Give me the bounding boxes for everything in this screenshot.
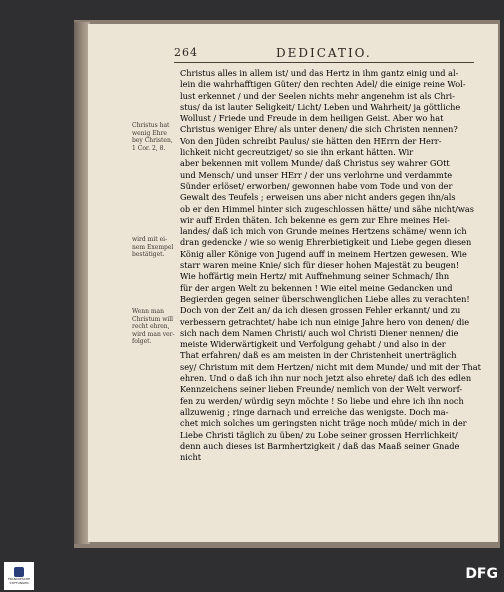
text-line: ehren. Und o daß ich ihn nur noch jetzt also ehrete/ daß ich des edlen xyxy=(180,373,472,384)
dfg-logo[interactable]: DFG xyxy=(465,566,498,582)
text-line: Sünder erlöset/ erworben/ gewonnen habe vom Tode und von der xyxy=(180,180,453,191)
text-line: und Mensch/ und unser HErr / der uns verlohrne und verdammte xyxy=(180,169,453,180)
text-line: Liebe Christi täglich zu üben/ zu Lobe seiner grossen Herrlichkeit/ xyxy=(180,429,458,440)
text-line: Kennzeichens seiner lieben Freunde/ nemlich von der Welt verworf- xyxy=(180,384,463,395)
text-line: That erfahren/ daß es am meisten in der Christenheit unerträglich xyxy=(180,350,457,361)
text-line: Von den Jüden schreibt Paulus/ sie hätten den HErrn der Herr- xyxy=(180,135,442,146)
text-line: allzuwenig ; ringe darnach und erreiche das wenigste. Doch ma- xyxy=(180,406,449,417)
text-line: Wollust / Friede und Freude in dem heiligen Geist. Aber wo hat xyxy=(180,113,444,124)
text-line: starr waren meine Knie/ sich für dieser hohen Majestät zu beugen! xyxy=(180,260,460,271)
text-line: Christus alles in allem ist/ und das Hertz in ihm gantz einig und al- xyxy=(180,68,459,78)
viewer-bottom-strip xyxy=(0,560,504,592)
margin-note-1: Christus hat wenig Ehre bey Christen, 1 Cor. 2, 8. xyxy=(132,122,173,152)
text-line: dran gedencke / wie so wenig Ehrerbietigkeit und Liebe gegen diesen xyxy=(180,237,472,248)
text-line: für der argen Welt zu bekennen ! Wie eitel meine Gedancken und xyxy=(180,282,453,293)
text-line: verbessern getrachtet/ habe ich nun einige Jahre hero von denen/ die xyxy=(180,316,470,327)
text-line: König aller Könige von Jugend auff in meinem Hertzen gewesen. Wie xyxy=(180,248,467,259)
text-line: landes/ daß ich mich von Grunde meines Hertzens schäme/ wenn ich xyxy=(180,226,467,237)
text-line: chet mich solches um geringsten nicht träge noch müde/ mich in der xyxy=(180,418,467,429)
franckesche-stiftungen-logo[interactable] xyxy=(4,562,34,590)
body-text xyxy=(180,68,482,463)
crest-icon xyxy=(14,567,24,577)
text-line: lust erkennet / und der Seelen nichts mehr angenehm ist als Chri- xyxy=(180,90,455,101)
text-line: aber bekennen mit vollem Munde/ daß Christus sey wahrer GOtt xyxy=(180,158,450,169)
text-line: stus/ da ist lauter Seligkeit/ Licht/ Leben und Wahrheit/ ja göttliche xyxy=(180,101,461,112)
text-line: Wie hoffärtig mein Hertz/ mit Auffnehmung seiner Schmach/ Ihn xyxy=(180,271,450,282)
header-rule xyxy=(174,62,474,63)
margin-note-2: wird mit ei-nem Exempel bestätiget. xyxy=(132,236,174,258)
text-line: Christus weniger Ehre/ als unter denen/ die sich Christen nennen? xyxy=(180,124,458,135)
text-line: ob er den Himmel hinter sich zugeschlossen hätte/ und sähe nicht/was xyxy=(180,203,474,214)
text-line: lichkeit nicht gecreutziget/ so sie ihn erkant hätten. Wir xyxy=(180,147,414,158)
text-line: denn auch dieses ist Barmhertzigkeit / daß das Maaß seiner Gnade xyxy=(180,440,460,451)
text-line: lein die wahrhafftigen Güter/ den rechten Adel/ die einige reine Wol- xyxy=(180,79,466,90)
page-number: 264 xyxy=(174,46,198,59)
page-title: DEDICATIO. xyxy=(276,46,372,60)
text-line: Begierden gegen seiner überschwenglichen Liebe alles zu verachten! xyxy=(180,293,470,304)
text-line: meiste Widerwärtigkeit und Verfolgung gehabt / und also in der xyxy=(180,339,446,350)
text-line: wir auff Erden thäten. Ich bekenne es gern zur Ehre meines Hei- xyxy=(180,214,450,225)
text-line: nicht xyxy=(180,452,202,463)
text-line: fen zu werden/ würdig seyn möchte ! So liebe und ehre ich ihn noch xyxy=(180,395,464,406)
logo-label: FRANCKESCHE STIFTUNGEN xyxy=(7,577,31,585)
text-line: Gewalt des Teufels ; erweisen uns aber nicht anders gegen ihn/als xyxy=(180,192,456,203)
text-line: Doch von der Zeit an/ da ich diesen grossen Fehler erkannt/ und zu xyxy=(180,305,461,316)
text-line: sey/ Christum mit dem Hertzen/ nicht mit dem Munde/ und mit der That xyxy=(180,361,481,372)
margin-note-3: Wenn man Christum will recht ehren, wird man ver-folget. xyxy=(132,308,175,345)
text-line: sich nach dem Namen Christi/ auch wol Christi Diener nennen/ die xyxy=(180,327,459,338)
